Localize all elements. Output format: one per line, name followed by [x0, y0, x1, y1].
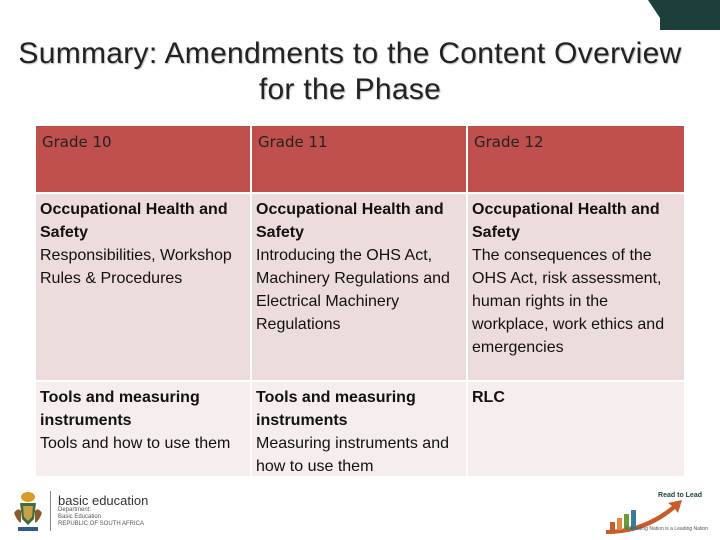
cell-heading: Occupational Health and Safety [256, 201, 444, 241]
table-cell [36, 380, 252, 476]
cell-heading: Occupational Health and Safety [40, 201, 228, 241]
content-table [36, 126, 684, 476]
table-cell [252, 192, 468, 380]
org-line: Department: [58, 507, 92, 513]
logo-divider [50, 491, 51, 531]
basic-education-logo [12, 488, 148, 534]
org-line: REPUBLIC OF SOUTH AFRICA [58, 521, 145, 527]
cell-heading: Tools and measuring instruments [40, 389, 200, 429]
campaign-title: Read to Lead [658, 492, 702, 499]
cell-text: Measuring instruments and how to use them [256, 435, 449, 475]
cell-heading: Tools and measuring instruments [256, 389, 416, 429]
header-grade-10: Grade 10 [36, 126, 252, 192]
org-line: Basic Education [58, 514, 102, 520]
cell-text: The consequences of the OHS Act, risk assessment, human rights in the workplace, work ethics and emergencies [472, 247, 665, 356]
slide-title: Summary: Amendments to the Content Overview for the Phase [18, 37, 682, 106]
cell-heading: Occupational Health and Safety [472, 201, 660, 241]
table-cell [36, 192, 252, 380]
table-cell [468, 192, 684, 380]
corner-accent [660, 0, 720, 30]
coat-of-arms-icon [12, 489, 44, 533]
header-grade-12: Grade 12 [468, 126, 684, 192]
read-to-lead-logo [602, 486, 712, 538]
corner-accent-bevel [648, 0, 668, 30]
table-cell [468, 380, 684, 476]
cell-text: Tools and how to use them [40, 435, 231, 452]
org-text [58, 494, 148, 528]
table-cell [252, 380, 468, 476]
cell-text: Responsibilities, Workshop Rules & Procedures [40, 247, 232, 287]
campaign-tagline: A Reading Nation is a Leading Nation [624, 526, 708, 532]
header-grade-11: Grade 11 [252, 126, 468, 192]
cell-heading: RLC [472, 389, 505, 406]
cell-text: Introducing the OHS Act, Machinery Regulations and Electrical Machinery Regulations [256, 247, 450, 333]
org-name: basic education [58, 493, 149, 508]
